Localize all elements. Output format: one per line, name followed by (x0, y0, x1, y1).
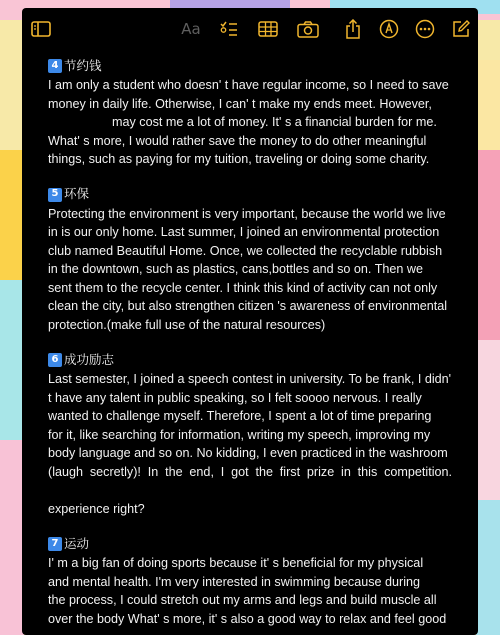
text-format-icon[interactable]: Aa (181, 20, 201, 38)
text-line: for it, like searching for information, writing my speech, improving my (48, 427, 431, 442)
text-line: in the downtown, such as plastics, cans,bottles and so on. Then we (48, 262, 424, 276)
note-body[interactable] (48, 56, 452, 628)
text-line: clean the city, but also strengthen citizen 's awareness of environmental (48, 299, 448, 313)
text-line: and mental health. I'm very interested in swimming because during (48, 574, 421, 589)
text-line: the process, I could stretch out my arms and legs and build muscle all (48, 593, 437, 607)
section-heading (48, 56, 452, 76)
text-line: I' m a big fan of doing sports because it' s beneficial for my physical (48, 556, 424, 570)
section-title: 成功励志 (64, 351, 115, 367)
section-title: 节约钱 (64, 57, 102, 73)
text-line: money in daily life. Otherwise, I can' t make my ends meet. However, (48, 96, 432, 111)
section-sports (48, 534, 452, 628)
bg-stripe (476, 500, 500, 635)
bg-stripe (476, 60, 500, 150)
more-icon[interactable] (414, 18, 436, 40)
camera-icon[interactable] (296, 18, 320, 40)
checklist-icon[interactable] (218, 18, 240, 40)
text-line: Protecting the environment is very important, because the world we live (48, 206, 446, 221)
sidebar-icon[interactable] (30, 18, 52, 40)
text-line: Last semester, I joined a speech contest in university. To be frank, I didn' (48, 372, 452, 386)
number-badge: 6 (48, 353, 62, 367)
number-badge: 7 (48, 537, 62, 551)
text-line: sent them to the recycle center. I think this kind of activity can not only (48, 280, 438, 295)
number-badge: 4 (48, 59, 62, 73)
text-line: experience right? (48, 501, 145, 516)
text-line: protection.(make full use of the natural resources) (48, 317, 326, 332)
text-line: may cost me a lot of money. It' s a financial burden for me. (112, 115, 437, 129)
section-save-money (48, 56, 452, 169)
text-line: things, such as paying for my tuition, traveling or doing some charity. (48, 152, 430, 166)
text-line: body language and so on. No kidding, I even practiced in the washroom (48, 446, 448, 460)
markup-icon[interactable] (378, 18, 400, 40)
notes-panel (22, 8, 478, 635)
text-line: wanted to challenge myself. Therefore, I spent a lot of time preparing (48, 409, 432, 423)
section-environment (48, 185, 452, 335)
compose-icon[interactable] (450, 18, 472, 40)
section-success (48, 350, 452, 518)
bg-stripe (476, 150, 500, 340)
spacer (48, 518, 452, 534)
text-line: over the body What' s more, it' s also a good way to relax and feel good (48, 611, 447, 626)
spacer (48, 334, 452, 350)
bg-stripe (0, 440, 24, 635)
section-title: 运动 (64, 535, 90, 551)
bg-stripe (476, 340, 500, 500)
text-line: What' s more, I would rather save the money to do other meaningful (48, 133, 427, 148)
text-line: club named Beautiful Home. Once, we collected the recyclable rubbish (48, 243, 443, 258)
text-line: t have any talent in public speaking, so I felt soooo nervous. I really (48, 390, 422, 405)
text-line: (laugh secretly)! In the end, I got the first prize in this competition. (48, 464, 452, 479)
table-icon[interactable] (256, 18, 280, 40)
section-title: 环保 (64, 186, 90, 202)
section-heading (48, 534, 452, 554)
toolbar (22, 8, 478, 50)
blank-line (48, 481, 452, 500)
bg-stripe (0, 150, 24, 280)
section-heading (48, 185, 452, 205)
text-line: in is our only home. Last summer, I joined an environmental protection (48, 225, 440, 239)
number-badge: 5 (48, 188, 62, 202)
section-heading (48, 350, 452, 370)
bg-stripe (0, 280, 24, 440)
text-line: I am only a student who doesn' t have regular income, so I need to save (48, 78, 449, 92)
share-icon[interactable] (342, 18, 364, 40)
spacer (48, 169, 452, 185)
